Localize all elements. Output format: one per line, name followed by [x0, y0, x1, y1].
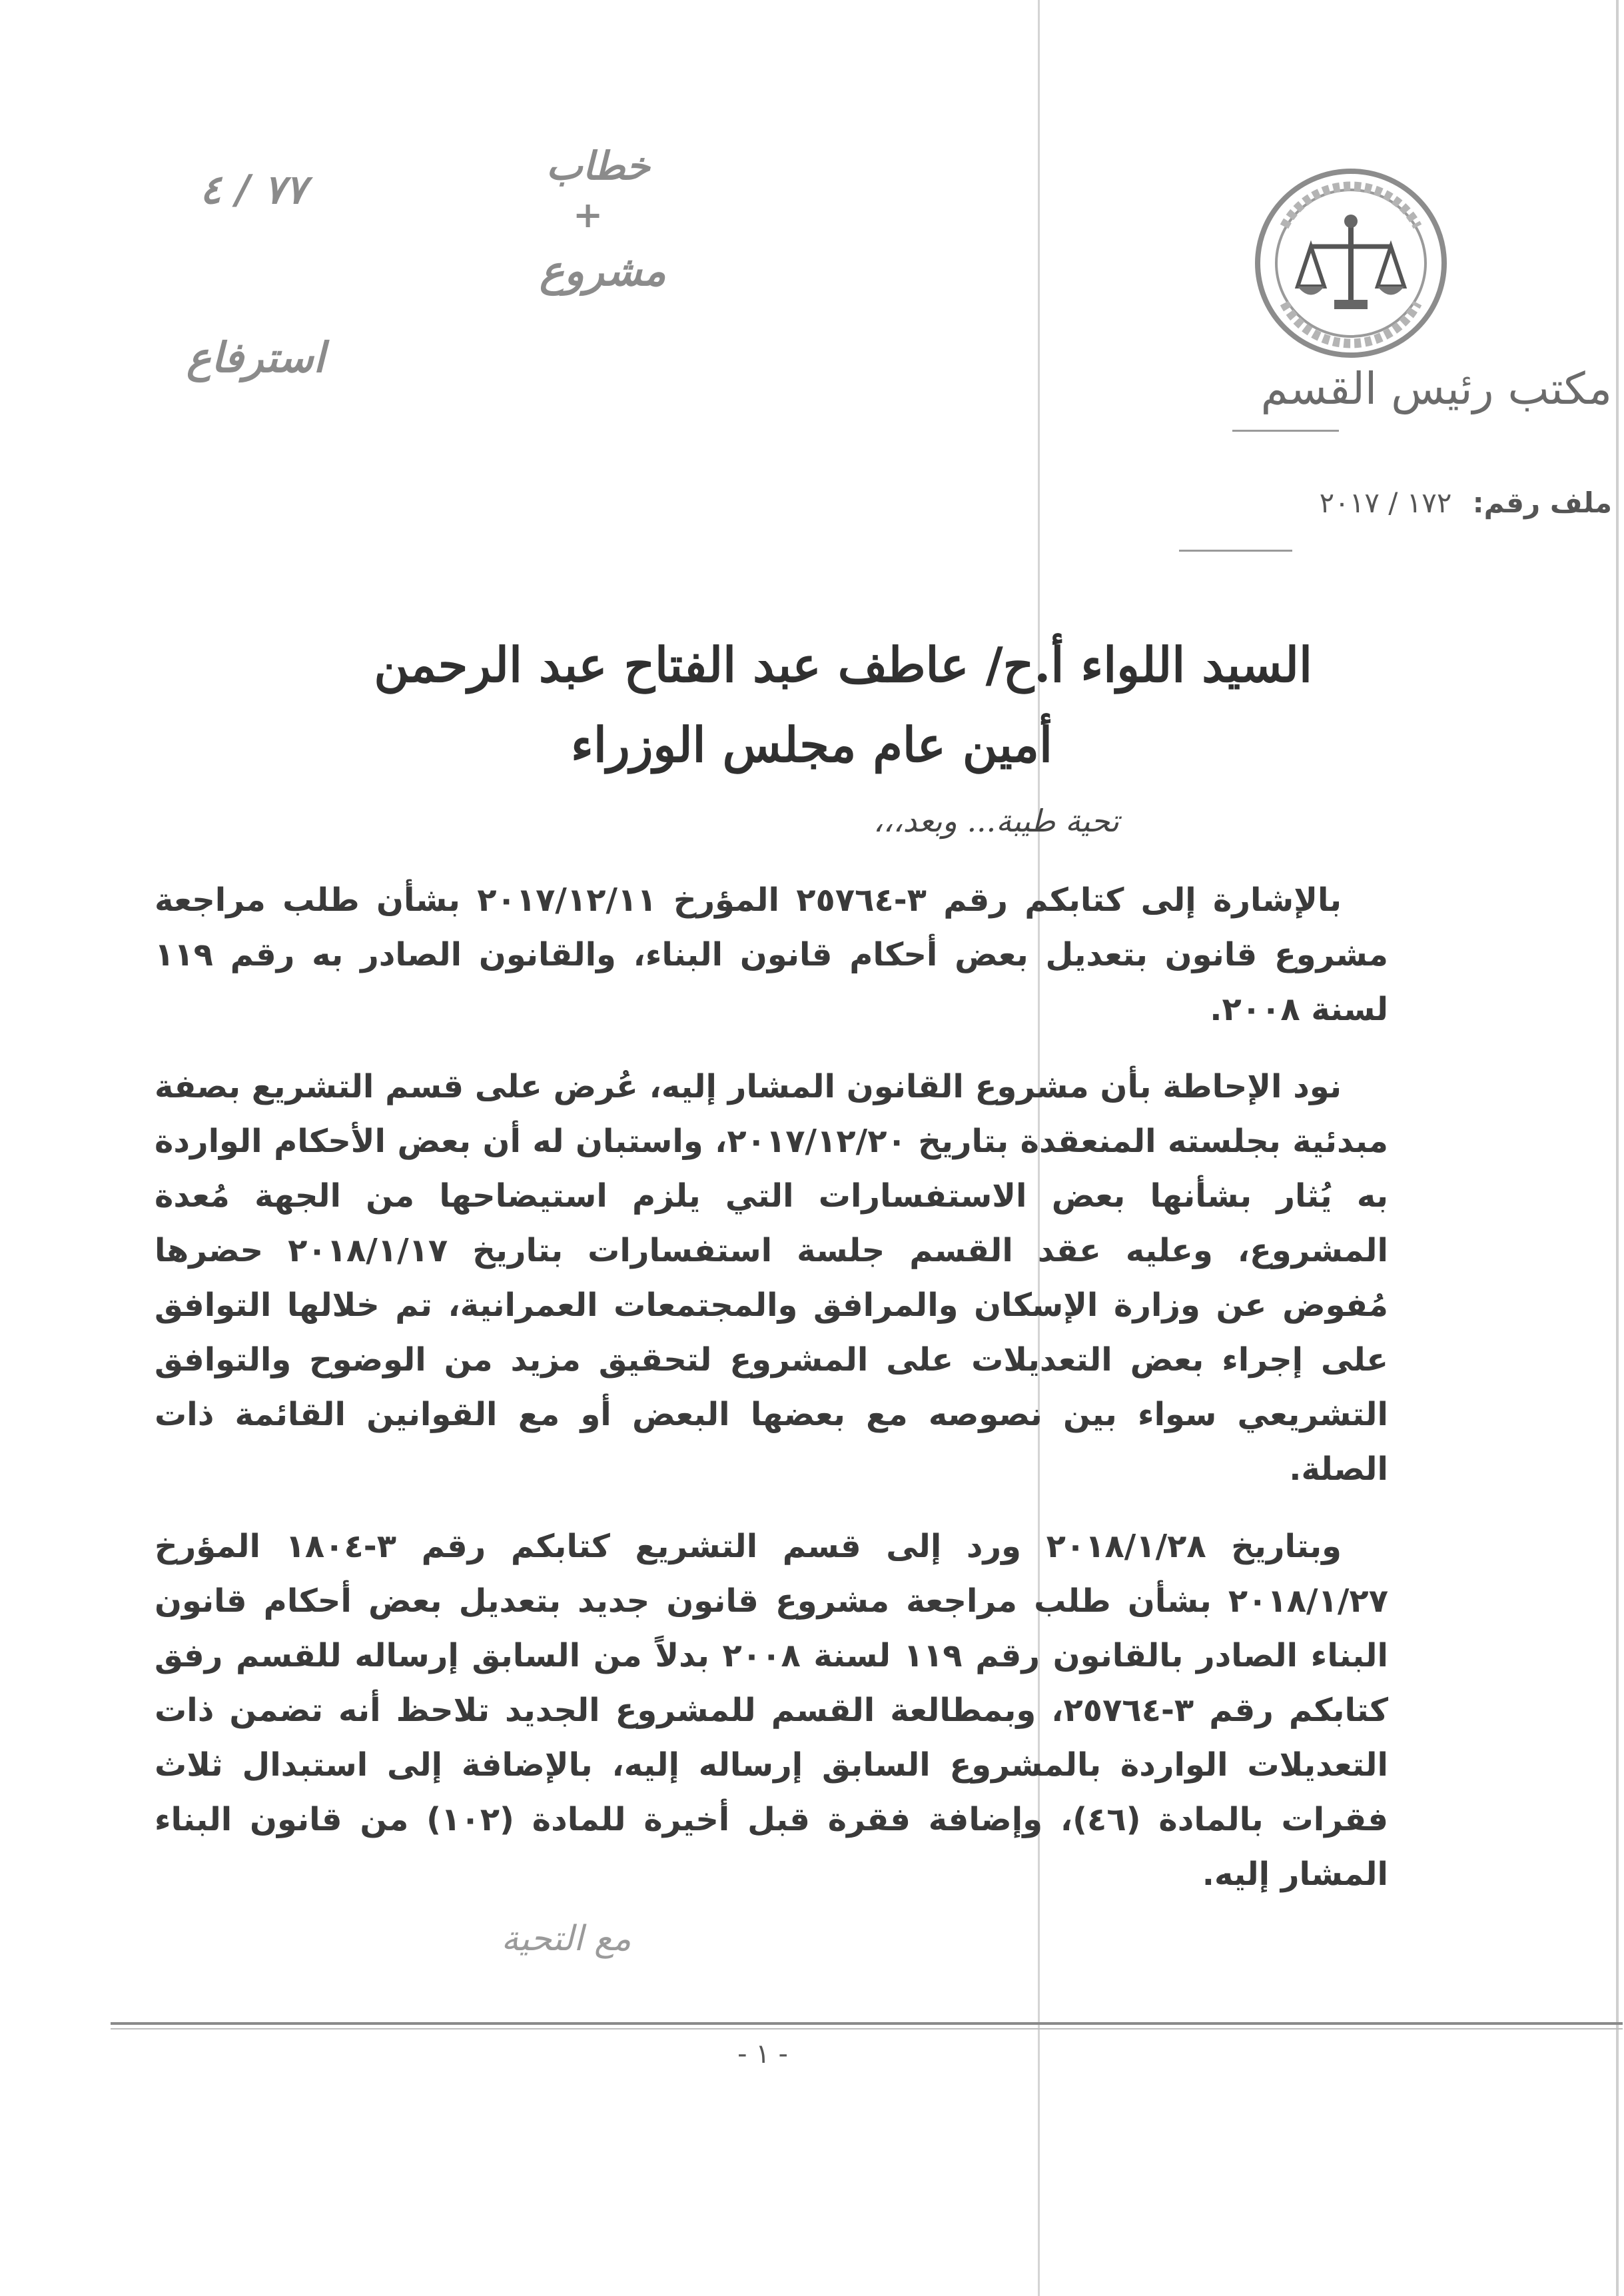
page-number: - ١ - [737, 2039, 788, 2069]
signature: مع التحية [501, 1919, 631, 1959]
handwritten-note-3: مشروع [540, 247, 666, 295]
file-number-label: ملف رقم: [1472, 486, 1612, 519]
letter-body [155, 873, 1388, 1924]
addressee-name: السيد اللواء أ.ح/ عاطف عبد الفتاح عبد الرحمن [374, 636, 1312, 693]
handwritten-note-2: + [573, 193, 604, 236]
office-underline [1232, 430, 1339, 432]
file-number-value: ١٧٢ / ٢٠١٧ [1319, 486, 1452, 519]
paragraph: نود الإحاطة بأن مشروع القانون المشار إليه، عُرض على قسم التشريع بصفة مبدئية بجلسته المنعقدة بتاريخ ٢٠١٧/١٢/٢٠، واستبان له أن بعض الأحكام الواردة به يُثار بشأنها بعض الاستفسارات التي يلزم استيضاحها من الجهة مُعدة المشروع، وعليه عقد القسم جلسة استفسارات بتاريخ ٢٠١٨/١/١٧ حضرها مُفوض عن وزارة الإسكان والمرافق والمجتمعات العمرانية، تم خلالها التوافق على إجراء بعض التعديلات على المشروع لتحقيق مزيد من الوضوح والتوافق التشريعي سواء بين نصوصه مع بعضها البعض أو مع القوانين القائمة ذات الصلة. [155, 1068, 1389, 1488]
paragraph: وبتاريخ ٢٠١٨/١/٢٨ ورد إلى قسم التشريع كتابكم رقم ٣-١٨٠٤ المؤرخ ٢٠١٨/١/٢٧ بشأن طلب مراجعة مشروع قانون جديد بتعديل بعض أحكام قانون البناء الصادر بالقانون رقم ١١٩ لسنة ٢٠٠٨ بدلاً من السابق إرساله للقسم رفق كتابكم رقم ٣-٢٥٧٦٤، وبمطالعة القسم للمشروع الجديد تلاحظ أنه تضمن ذات التعديلات الواردة بالمشروع السابق إرساله إليه، بالإضافة إلى استبدال ثلاث فقرات بالمادة (٤٦)، وإضافة فقرة قبل أخيرة للمادة (١٠٢) من قانون البناء المشار إليه. [155, 1528, 1389, 1893]
handwritten-note-1: خطاب [546, 143, 650, 189]
file-number-underline [1179, 550, 1292, 552]
scan-edge-line [1616, 0, 1619, 2296]
footer-rule-thin [111, 2028, 1623, 2029]
state-council-seal-icon [1244, 160, 1457, 366]
footer-rule [111, 2022, 1623, 2025]
office-name: مكتب رئيس القسم [1260, 363, 1612, 414]
handwritten-number: ٧٧ / ٤ [200, 167, 307, 213]
addressee-title: أمين عام مجلس الوزراء [571, 716, 1052, 773]
greeting: تحية طيبة... وبعد،،، [873, 803, 1119, 839]
file-number-line [1092, 486, 1612, 519]
paragraph: بالإشارة إلى كتابكم رقم ٣-٢٥٧٦٤ المؤرخ ٢٠١٧/١٢/١١ بشأن طلب مراجعة مشروع قانون بتعديل بعض أحكام قانون البناء، والقانون الصادر به رقم ١١٩ لسنة ٢٠٠٨. [155, 881, 1388, 1028]
handwritten-mark: استرفاع [187, 333, 325, 382]
